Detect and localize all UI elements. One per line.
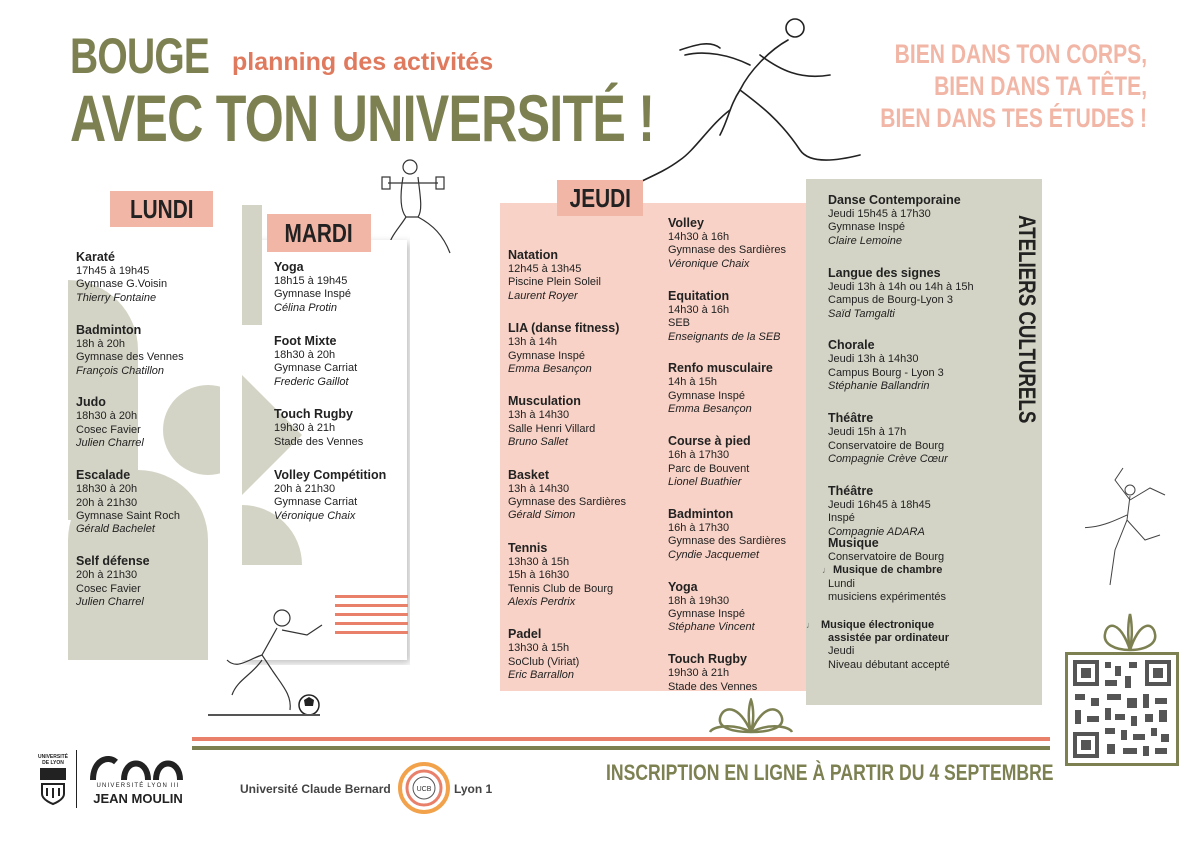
ateliers-title [1014, 215, 1040, 455]
activity-detail: Jeudi 13h à 14h ou 14h à 15h [828, 280, 974, 293]
lyon3-monogram-logo [88, 750, 188, 784]
activity-name: Tennis [508, 540, 548, 555]
activity-detail: Stade des Vennes [668, 680, 758, 693]
activity-instructor: Compagnie Crève Cœur [828, 452, 948, 465]
title-line2: AVEC TON UNIVERSITÉ ! [70, 81, 655, 155]
activity-item [828, 266, 1013, 321]
floral-ornament [708, 698, 794, 734]
activity-instructor: Thierry Fontaine [76, 291, 157, 304]
activity-item [668, 289, 808, 344]
lyon1-name: Université Claude Bernard [240, 782, 391, 796]
footer-line-coral [192, 737, 1050, 741]
activity-instructor: Stéphanie Ballandrin [828, 380, 930, 393]
activity-detail: Gymnase Carriat [274, 496, 358, 509]
activity-item [76, 468, 216, 537]
slogan-line: BIEN DANS TON CORPS, [894, 39, 1147, 69]
activity-item [828, 484, 1013, 539]
activity-instructor: Cyndie Jacquemet [668, 548, 760, 561]
activity-instructor: Bruno Sallet [508, 436, 568, 449]
musique-sub2-line: Niveau débutant accepté [828, 658, 950, 671]
activity-item [668, 580, 808, 635]
activity-instructor: Célina Protin [274, 301, 337, 314]
activity-item [828, 338, 1013, 393]
mardi-label: MARDI [284, 218, 354, 248]
activity-detail: Jeudi 15h à 17h [828, 426, 907, 439]
activity-detail: Piscine Plein Soleil [508, 276, 601, 289]
activity-detail: Cosec Favier [76, 423, 141, 436]
musique-name: Musique [828, 536, 879, 550]
activity-name: Foot Mixte [274, 333, 337, 348]
lyon1-suffix: Lyon 1 [454, 782, 493, 796]
activity-detail: Gymnase Carriat [274, 362, 358, 375]
activity-item [668, 216, 808, 271]
activity-name: Yoga [274, 260, 304, 274]
lion-shield-icon [36, 766, 70, 806]
activity-instructor: Julien Charrel [76, 596, 144, 608]
activity-detail: Gymnase des Vennes [76, 351, 184, 364]
activity-detail: 14h à 15h [668, 376, 717, 389]
activity-detail: Gymnase Inspé [274, 288, 352, 301]
activity-item [828, 193, 1013, 248]
activity-item [274, 334, 404, 389]
activity-instructor: Gérald Simon [508, 509, 576, 522]
logo-divider [76, 750, 77, 808]
activity-detail: 18h à 20h [76, 337, 125, 350]
activity-item [668, 652, 808, 694]
activity-detail: 16h à 17h30 [668, 521, 730, 534]
activity-detail: 12h45 à 13h45 [508, 263, 582, 275]
activity-detail: Campus de Bourg-Lyon 3 [828, 294, 953, 307]
activity-name: Théâtre [828, 483, 874, 498]
activity-detail: 18h à 19h30 [668, 594, 730, 607]
lyon3-small-text: UNIVERSITÉ DE LYON [37, 754, 68, 766]
activity-item [828, 411, 1013, 466]
activity-detail: Gymnase Inspé [668, 607, 746, 620]
activity-item [508, 248, 658, 303]
activity-detail: 14h30 à 16h [668, 231, 730, 243]
activity-detail: Tennis Club de Bourg [508, 582, 614, 595]
activity-detail: 18h15 à 19h45 [274, 275, 348, 287]
activity-name: Self défense [76, 554, 150, 569]
activity-name: Chorale [828, 338, 875, 353]
activity-item [508, 321, 658, 376]
musique-sub1-title-text: Musique de chambre [833, 564, 943, 577]
footer-line-olive [192, 746, 1050, 750]
qr-code-frame[interactable] [1065, 652, 1179, 766]
activity-instructor: Véronique Chaix [274, 509, 356, 522]
slogan-line: BIEN DANS TES ÉTUDES ! [880, 103, 1147, 133]
activity-item [668, 361, 808, 416]
activity-name: LIA (danse fitness) [508, 321, 620, 336]
activity-instructor: Emma Besançon [508, 363, 592, 375]
lyon3-shield-logo [36, 754, 70, 808]
activity-instructor: Claire Lemoine [828, 234, 902, 247]
activity-item [508, 541, 658, 610]
activity-detail: Conservatoire de Bourg [828, 439, 945, 452]
activity-instructor: Compagnie ADARA [828, 525, 925, 538]
activity-detail: 19h30 à 21h [274, 422, 336, 435]
activity-detail: Salle Henri Villard [508, 422, 596, 435]
qr-code[interactable] [1071, 658, 1173, 760]
activity-detail: 13h à 14h30 [508, 409, 570, 422]
activity-item [76, 323, 216, 378]
activity-detail: Gymnase Inspé [668, 389, 746, 402]
lyon3-sub: UNIVERSITÉ LYON III [96, 783, 180, 789]
activity-detail: Jeudi 13h à 14h30 [828, 353, 919, 366]
ateliers-title-text: ATELIERS CULTURELS [1013, 215, 1040, 424]
activity-detail: Campus Bourg - Lyon 3 [828, 366, 944, 379]
activity-detail: Jeudi 16h45 à 18h45 [828, 498, 931, 511]
activity-name: Karaté [76, 250, 115, 264]
activity-detail: Stade des Vennes [274, 435, 364, 448]
activity-instructor: Julien Charrel [76, 437, 144, 450]
activity-name: Padel [508, 627, 542, 642]
lyon1-monogram: UCB [416, 786, 432, 793]
activity-detail: SoClub (Viriat) [508, 655, 580, 668]
activity-detail: 20h à 21h30 [274, 482, 336, 495]
musique-sub1-line: musiciens expérimentés [828, 591, 946, 604]
stripes-decoration [335, 595, 408, 640]
lundi-label: LUNDI [129, 194, 194, 224]
activity-instructor: Stéphane Vincent [668, 621, 755, 634]
activity-detail: 18h30 à 20h [274, 348, 336, 361]
activity-detail: Gymnase Saint Roch [76, 509, 180, 522]
activity-instructor: Laurent Royer [508, 289, 578, 302]
activity-detail: Gymnase des Sardières [668, 244, 786, 257]
activity-item [274, 407, 404, 449]
musique-sub2-title [806, 618, 968, 646]
activity-name: Renfo musculaire [668, 361, 773, 376]
activity-item [668, 434, 808, 489]
activity-item [508, 468, 658, 523]
activity-instructor: François Chatillon [76, 364, 165, 377]
activity-instructor: Emma Besançon [668, 403, 752, 416]
activity-item [508, 394, 658, 449]
lyon3-name: JEAN MOULIN [93, 791, 183, 806]
activity-detail: 17h45 à 19h45 [76, 265, 150, 277]
activity-name: Yoga [668, 579, 698, 594]
activity-detail: 19h30 à 21h [668, 667, 730, 680]
activity-name: Langue des signes [828, 265, 941, 280]
activity-detail: Parc de Bouvent [668, 462, 750, 475]
jeudi-label: JEUDI [569, 183, 631, 213]
activity-detail: Gymnase Inspé [508, 349, 586, 362]
activity-name: Touch Rugby [668, 652, 747, 667]
activity-item [274, 468, 404, 523]
dancer-illustration [1085, 460, 1175, 590]
activity-detail: Gymnase G.Voisin [76, 278, 168, 291]
activity-detail: Jeudi 15h45 à 17h30 [828, 208, 931, 220]
activity-detail: 13h30 à 15h [508, 642, 570, 655]
activity-instructor: Frederic Gaillot [274, 375, 349, 388]
activity-detail: 13h à 14h30 [508, 482, 570, 495]
activity-detail: Gymnase des Sardières [668, 535, 786, 548]
musique-sub2-title-text: Musique électronique assistée par ordinateur [821, 618, 950, 645]
activity-detail: Gymnase Inspé [828, 221, 906, 234]
lyon1-circle-logo [396, 760, 452, 816]
activity-detail: Gymnase des Sardières [508, 496, 626, 508]
activity-item [668, 507, 808, 562]
activity-name: Danse Contemporaine [828, 193, 961, 207]
activity-instructor: Alexis Perdrix [508, 596, 576, 609]
subtitle: planning des activités [232, 48, 494, 76]
activity-name: Musculation [508, 394, 581, 409]
activity-detail: 20h à 21h30 [76, 496, 138, 509]
activity-name: Escalade [76, 468, 131, 483]
soccer-player-illustration [212, 600, 332, 720]
slogan-line: BIEN DANS TA TÊTE, [934, 71, 1147, 101]
activity-detail: 15h à 16h30 [508, 569, 570, 582]
activity-instructor: Véronique Chaix [668, 257, 750, 270]
activity-detail: Inspé [828, 512, 855, 525]
musique-sub1-title [822, 564, 1008, 577]
activity-name: Natation [508, 248, 558, 262]
activity-name: Théâtre [828, 411, 874, 426]
activity-instructor: Enseignants de la SEB [668, 330, 781, 343]
musique-sub1-line: Lundi [828, 577, 855, 590]
title-line1: BOUGE [70, 28, 210, 84]
activity-instructor: Saïd Tamgalti [828, 307, 895, 320]
ground-line [208, 714, 320, 716]
activity-name: Judo [76, 395, 106, 410]
activity-item [76, 554, 216, 609]
musique-block [806, 536, 1008, 672]
activity-detail: 13h30 à 15h [508, 555, 570, 568]
activity-name: Course à pied [668, 434, 751, 449]
lundi-tab [110, 191, 213, 227]
note-icon: ♩ [822, 565, 831, 576]
musique-place: Conservatoire de Bourg [828, 551, 945, 563]
activity-item [76, 395, 216, 450]
activity-detail: 14h30 à 16h [668, 303, 730, 316]
activity-item [508, 627, 658, 682]
activity-instructor: Lionel Buathier [668, 475, 742, 488]
activity-item [76, 250, 216, 305]
floral-ornament [1095, 610, 1165, 652]
activity-detail: 20h à 21h30 [76, 569, 138, 582]
jeudi-tab [557, 180, 643, 216]
activity-instructor: Eric Barrallon [508, 669, 575, 682]
activity-detail: 18h30 à 20h [76, 483, 138, 496]
mardi-tab [267, 214, 371, 252]
slogan [880, 38, 1147, 134]
activity-name: Touch Rugby [274, 407, 353, 422]
activity-detail: 18h30 à 20h [76, 410, 138, 423]
activity-name: Volley [668, 216, 704, 230]
activity-detail: 16h à 17h30 [668, 449, 730, 462]
activity-name: Volley Compétition [274, 467, 387, 482]
activity-detail: 13h à 14h [508, 336, 557, 349]
activity-name: Badminton [76, 322, 142, 337]
activity-name: Badminton [668, 506, 734, 521]
activity-item [274, 260, 404, 315]
musique-sub2-line: Jeudi [828, 645, 855, 658]
activity-name: Equitation [668, 288, 730, 303]
activity-instructor: Gérald Bachelet [76, 523, 155, 536]
activity-detail: SEB [668, 317, 691, 330]
inscription-text: INSCRIPTION EN LIGNE À PARTIR DU 4 SEPTEMBRE [606, 760, 1054, 785]
activity-detail: Cosec Favier [76, 582, 141, 595]
activity-name: Basket [508, 467, 549, 482]
note-icon: ♩ [806, 619, 815, 630]
